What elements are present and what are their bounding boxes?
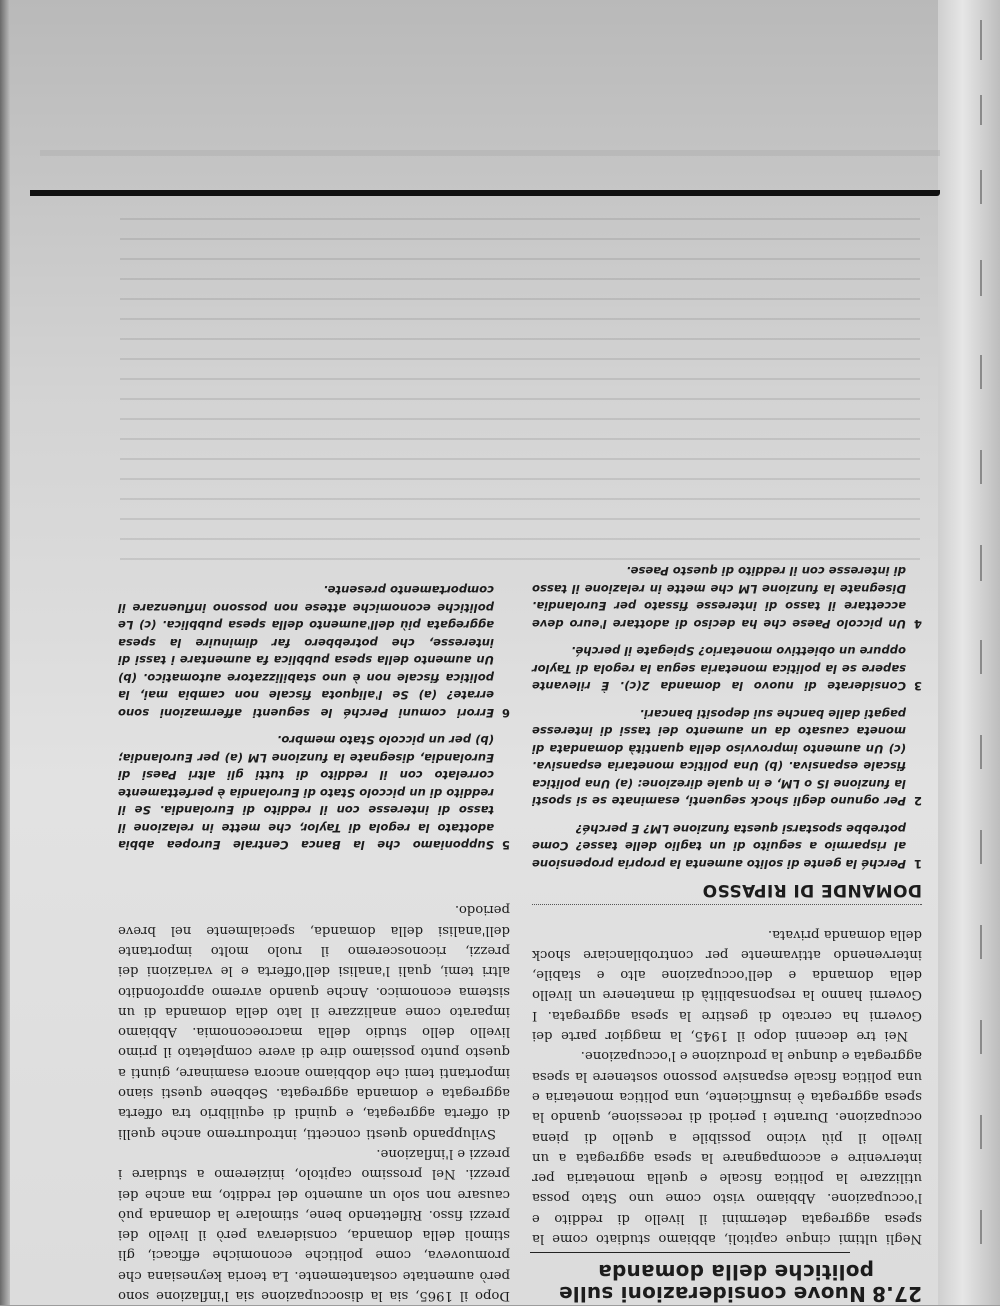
binding-mark (980, 830, 982, 864)
binding-mark (980, 20, 982, 60)
inverted-textbook-page (30, 190, 940, 1305)
review-question: 6 Errori comuni Perché le seguenti affermazioni sono errate? (a) Se l'aliquota fiscale non cambia mai, la politica fiscale non è uno stabilizzatore automatico. (b) Un aumento della spesa pubblica fa aumentare i tassi di interesse, che potrebbero far diminuire la spesa aggregata più dell'aumento della spesa pubblica. (c) Le politiche economiche attese non possono influenzare il comportamento presente. (117, 583, 510, 720)
section-title (532, 1261, 922, 1305)
review-question: 5 Supponiamo che la Banca Centrale Europea abbia adottato la regola di Taylor, che mette in relazione il tasso di interesse con il reddito di Eurolandia. Se il reddito di un piccolo Stato di Eurolandia è perfettamente correlato con il reddito di tutti gli altri Paesi di Eurolandia, disegnate la funzione LM (a) per Eurolandia; (b) per un piccolo Stato membro. (118, 733, 510, 853)
body-paragraph: Negli ultimi cinque capitoli, abbiamo studiato come la spesa aggregata determini il livello di reddito e l'occupazione. Abbiamo visto come uno Stato possa utilizzare la politica fiscale e quella monetaria per intervenire e accompagnare la spesa aggregata a un livello il più vicino possibile a quello di piena occupazione. Durante i periodi di recessione, quando la spesa aggregata è insufficiente, una politica monetaria e una politica fiscale espansive possono sostenere la spesa aggregata e dunque la produzione e l'occupazione. (532, 1048, 922, 1246)
binding-mark (980, 545, 982, 581)
binding-mark (980, 260, 982, 296)
page-heavy-rule (30, 190, 940, 196)
review-question: 3 Considerate di nuovo la domanda 2(c). È rilevante sapere se la politica monetaria segua la regola di Taylor oppure un obiettivo monetario? Spiegate il perché. (532, 644, 922, 694)
body-paragraph: Nei tre decenni dopo il 1945, la maggior parte dei Governi ha cercato di gestire la spesa aggregata. I Governi hanno la responsabilità di mantenere un livello della domanda e dell'occupazione alto e stabile, intervenendo attivamente per controbilanciare shock della domanda privata. (532, 926, 922, 1044)
review-questions-right (118, 581, 510, 854)
binding-mark (980, 95, 982, 125)
section-title-line1: Nuove considerazioni sulle (558, 1282, 866, 1306)
review-question: 2 Per ognuno degli shock seguenti, esaminate se si sposti la funzione IS o LM, e in quale direzione: (a) Una politica fiscale espansiva. (b) Una politica monetaria espansiva. (c) Un aumento improvviso della quantità domandata di moneta causato da un aumento dei tassi di interesse pagati dalle banche sui depositi bancari. (532, 706, 922, 809)
binding-mark (980, 1020, 982, 1054)
page-left-edge-shadow (0, 0, 10, 1305)
title-underline (530, 1252, 850, 1253)
section-number: 27.8 (871, 1282, 922, 1306)
binding-mark (980, 170, 982, 204)
column-spacer (118, 853, 510, 899)
binding-mark (980, 1210, 982, 1244)
review-question: 4 Un piccolo Paese che ha deciso di adottare l'euro deve accettare il tasso di interesse fissato per Eurolandia. Disegnate la funzione LM che mette in relazione il tasso di interesse con il reddito di questo Paese. (532, 564, 922, 631)
binding-mark (980, 735, 982, 769)
binding-mark (980, 1115, 982, 1149)
section-title-line2: politiche della domanda (598, 1260, 874, 1284)
body-paragraph: Dopo il 1965, sia la disoccupazione sia l'inflazione sono però aumentate costantemente. La teoria keynesiana che promuoveva, come politiche economiche efficaci, gli stimoli della domanda, considerava però il livello dei prezzi fisso. Riflettendo bene, stimolare la domanda può causare non solo un aumento del reddito, ma anche dei prezzi. Nel prossimo capitolo, inizieremo a studiare i prezzi e l'inflazione. (118, 1145, 510, 1303)
body-paragraph: Sviluppando questi concetti, introdurremo anche quelli di offerta aggregata, e quindi di equilibrio tra offerta aggregata e domanda aggregata. Sebbene questi siano importanti temi che dobbiamo ancora esaminare, giunti a questo punto possiamo dire di avere completato il primo livello dello studio della macroeconomia. Abbiamo imparato come analizzare il lato della domanda di un sistema economico. Anche quando avremo approfondito altri temi, quali l'analisi dell'offerta e le variazioni dei prezzi, riconosceremo il ruolo molto importante dell'analisi della domanda, specialmente nel breve periodo. (118, 902, 510, 1141)
binding-mark (980, 355, 982, 389)
common-errors-label: Errori comuni (398, 705, 494, 720)
review-question: 1 Perché la gente di solito aumenta la propria propensione al risparmio a seguito di un taglio delle tasse? Come potrebbe spostarsi questa funzione LM? E perché? (532, 821, 922, 871)
review-heading: DOMANDE DI RIPASSO (532, 880, 922, 905)
page-fold-band (40, 150, 940, 156)
binding-mark (980, 925, 982, 959)
left-column (532, 552, 922, 1305)
binding-mark (980, 450, 982, 484)
binding-strip (938, 0, 1000, 1305)
right-column (118, 571, 510, 1305)
binding-mark (980, 640, 982, 674)
review-questions-left (532, 562, 922, 872)
